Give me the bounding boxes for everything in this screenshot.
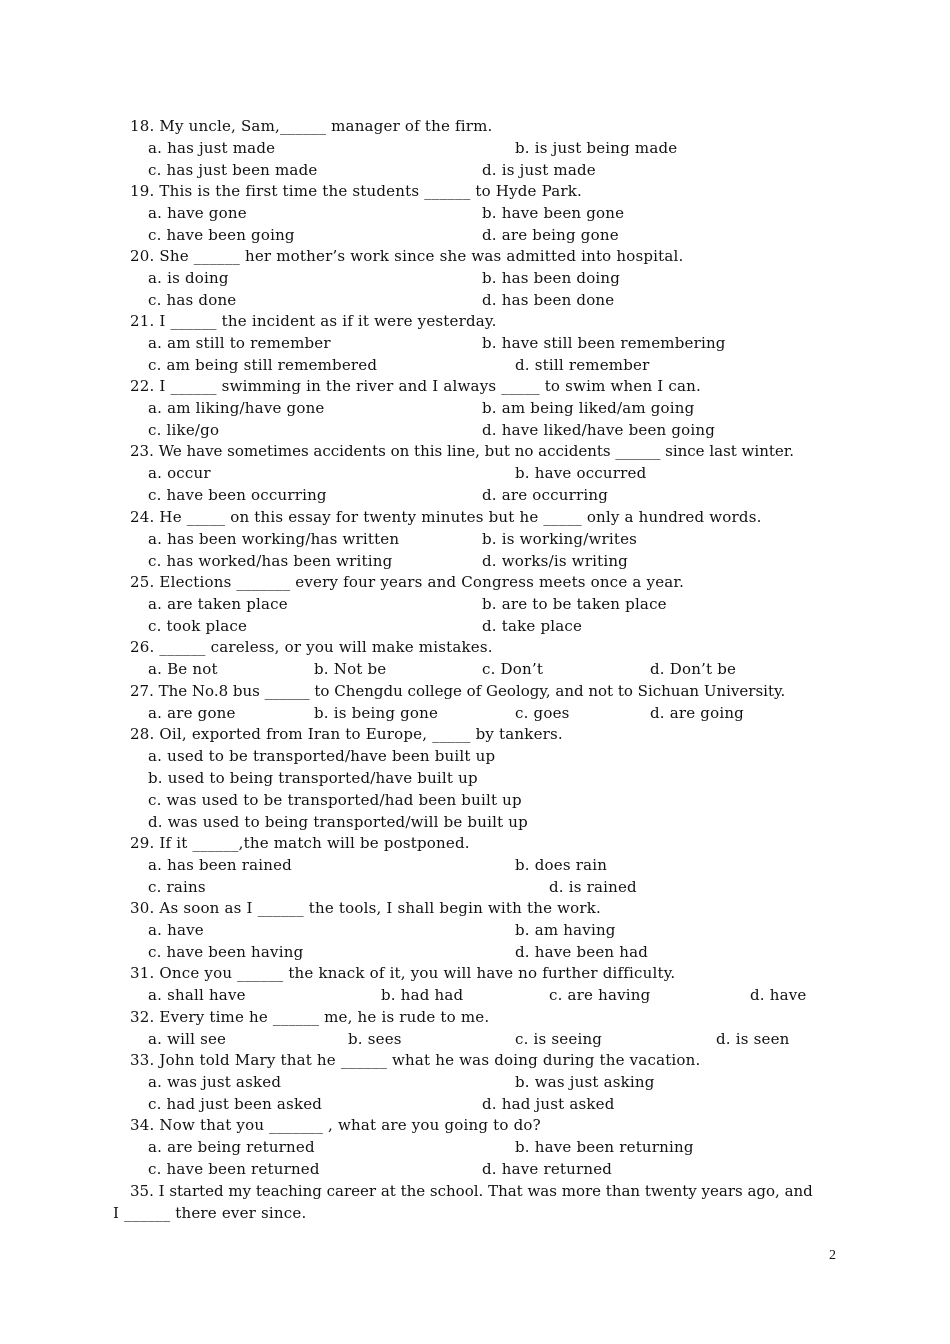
option-18b: b. is just being made <box>515 139 678 157</box>
option-31a: a. shall have <box>148 986 246 1004</box>
question-stem-25: 25. Elections _______ every four years and Congress meets once a year. <box>130 573 685 591</box>
option-25c: c. took place <box>148 617 248 635</box>
option-34b: b. have been returning <box>515 1138 694 1156</box>
option-26d: d. Don’t be <box>650 660 737 678</box>
option-34a: a. are being returned <box>148 1138 315 1156</box>
question-stem-26: 26. ______ careless, or you will make mistakes. <box>130 638 493 656</box>
option-34d: d. have returned <box>482 1160 613 1178</box>
option-34c: c. have been returned <box>148 1160 320 1178</box>
question-stem-35-continuation: I ______ there ever since. <box>113 1204 307 1222</box>
option-23d: d. are occurring <box>482 486 608 504</box>
question-stem-21: 21. I ______ the incident as if it were yesterday. <box>130 312 497 330</box>
option-33d: d. had just asked <box>482 1095 615 1113</box>
question-stem-23: 23. We have sometimes accidents on this line, but no accidents ______ since last winter. <box>130 442 795 460</box>
option-26c: c. Don’t <box>482 660 544 678</box>
option-31d: d. have <box>750 986 807 1004</box>
option-22b: b. am being liked/am going <box>482 399 695 417</box>
option-26a: a. Be not <box>148 660 218 678</box>
option-25a: a. are taken place <box>148 595 288 613</box>
option-33a: a. was just asked <box>148 1073 282 1091</box>
question-stem-22: 22. I ______ swimming in the river and I always _____ to swim when I can. <box>130 377 701 395</box>
question-stem-30: 30. As soon as I ______ the tools, I shall begin with the work. <box>130 899 602 917</box>
option-25b: b. are to be taken place <box>482 595 667 613</box>
option-22c: c. like/go <box>148 421 220 439</box>
option-27d: d. are going <box>650 704 744 722</box>
question-stem-27: 27. The No.8 bus ______ to Chengdu college of Geology, and not to Sichuan University. <box>130 682 786 700</box>
question-stem-34: 34. Now that you _______ , what are you going to do? <box>130 1116 541 1134</box>
option-18c: c. has just been made <box>148 161 318 179</box>
question-stem-35: 35. I started my teaching career at the school. That was more than twenty years ago, and <box>130 1182 813 1200</box>
option-32b: b. sees <box>348 1030 402 1048</box>
option-27a: a. are gone <box>148 704 236 722</box>
option-20a: a. is doing <box>148 269 229 287</box>
option-29a: a. has been rained <box>148 856 292 874</box>
option-20b: b. has been doing <box>482 269 621 287</box>
option-32a: a. will see <box>148 1030 227 1048</box>
option-31c: c. are having <box>549 986 651 1004</box>
option-28a: a. used to be transported/have been built up <box>148 747 496 765</box>
option-22a: a. am liking/have gone <box>148 399 325 417</box>
question-stem-31: 31. Once you ______ the knack of it, you will have no further difficulty. <box>130 964 676 982</box>
option-31b: b. had had <box>381 986 464 1004</box>
page-number: 2 <box>829 1248 836 1263</box>
question-stem-18: 18. My uncle, Sam,______ manager of the firm. <box>130 117 493 135</box>
option-30b: b. am having <box>515 921 616 939</box>
option-24a: a. has been working/has written <box>148 530 400 548</box>
option-18d: d. is just made <box>482 161 596 179</box>
option-21b: b. have still been remembering <box>482 334 726 352</box>
option-19d: d. are being gone <box>482 226 619 244</box>
question-stem-28: 28. Oil, exported from Iran to Europe, _____ by tankers. <box>130 725 563 743</box>
option-27b: b. is being gone <box>314 704 439 722</box>
option-19c: c. have been going <box>148 226 295 244</box>
option-32c: c. is seeing <box>515 1030 603 1048</box>
question-stem-33: 33. John told Mary that he ______ what he was doing during the vacation. <box>130 1051 701 1069</box>
option-29b: b. does rain <box>515 856 608 874</box>
option-18a: a. has just made <box>148 139 276 157</box>
option-23c: c. have been occurring <box>148 486 327 504</box>
option-28d: d. was used to being transported/will be built up <box>148 813 528 831</box>
option-21a: a. am still to remember <box>148 334 331 352</box>
option-33b: b. was just asking <box>515 1073 655 1091</box>
option-26b: b. Not be <box>314 660 387 678</box>
option-28c: c. was used to be transported/had been built up <box>148 791 522 809</box>
question-stem-32: 32. Every time he ______ me, he is rude to me. <box>130 1008 490 1026</box>
option-28b: b. used to being transported/have built up <box>148 769 478 787</box>
option-25d: d. take place <box>482 617 583 635</box>
option-30c: c. have been having <box>148 943 304 961</box>
question-stem-20: 20. She ______ her mother’s work since she was admitted into hospital. <box>130 247 684 265</box>
question-stem-29: 29. If it ______,the match will be postponed. <box>130 834 470 852</box>
option-21d: d. still remember <box>515 356 650 374</box>
option-23b: b. have occurred <box>515 464 647 482</box>
question-stem-19: 19. This is the first time the students ______ to Hyde Park. <box>130 182 582 200</box>
option-24b: b. is working/writes <box>482 530 638 548</box>
option-19b: b. have been gone <box>482 204 625 222</box>
option-24c: c. has worked/has been writing <box>148 552 393 570</box>
option-32d: d. is seen <box>716 1030 790 1048</box>
option-29d: d. is rained <box>549 878 637 896</box>
option-30d: d. have been had <box>515 943 649 961</box>
option-19a: a. have gone <box>148 204 247 222</box>
option-22d: d. have liked/have been going <box>482 421 716 439</box>
option-20c: c. has done <box>148 291 237 309</box>
option-27c: c. goes <box>515 704 570 722</box>
option-24d: d. works/is writing <box>482 552 628 570</box>
option-23a: a. occur <box>148 464 211 482</box>
option-20d: d. has been done <box>482 291 615 309</box>
option-29c: c. rains <box>148 878 206 896</box>
option-30a: a. have <box>148 921 204 939</box>
question-stem-24: 24. He _____ on this essay for twenty minutes but he _____ only a hundred words. <box>130 508 762 526</box>
option-33c: c. had just been asked <box>148 1095 323 1113</box>
option-21c: c. am being still remembered <box>148 356 378 374</box>
